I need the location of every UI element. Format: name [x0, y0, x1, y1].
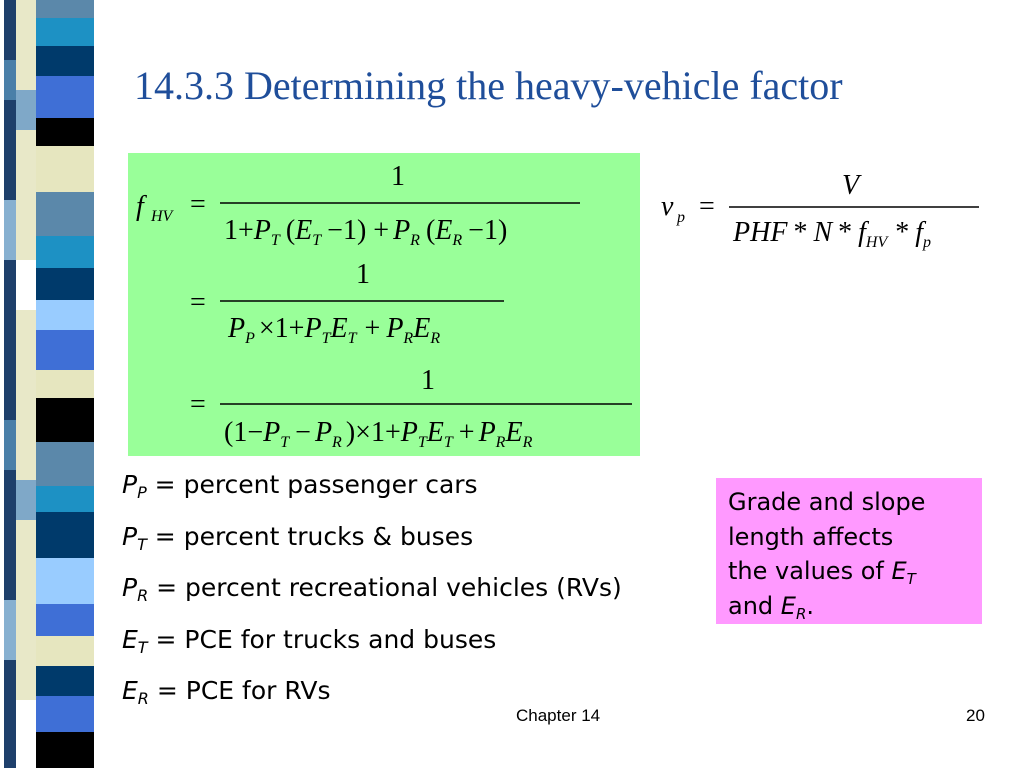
fhv-line1-denominator: $1+P_T$ $(E_T -1) + P_R$ $(E_R -1)$	[224, 215, 508, 249]
vp-lhs: v	[661, 191, 674, 222]
vp-denominator: PHF * N * $f_{HV} * f_p$	[733, 217, 932, 251]
fhv-line2-numerator: 1	[356, 259, 370, 290]
grade-note-box	[716, 478, 982, 624]
definition-item: $E_R$ = PCE for RVs	[122, 676, 331, 708]
fhv-eq-sign-2: =	[190, 287, 206, 318]
fhv-eq-sign-3: =	[190, 389, 206, 420]
note-line: Grade and slope	[728, 488, 926, 516]
definition-item: $P_R$ = percent recreational vehicles (RVs)	[122, 573, 622, 605]
fhv-line3-denominator: ($1-P_T - P_R$ )$\times 1+P_TE_T + P_RE_R$	[224, 417, 533, 451]
decorative-stripe-bar	[0, 0, 116, 768]
fhv-line3-numerator: 1	[421, 365, 435, 396]
definitions-list	[122, 466, 622, 724]
note-line: the values of $E_T$	[728, 557, 916, 588]
slide-title: 14.3.3 Determining the heavy-vehicle factor	[134, 63, 843, 108]
vp-lhs-sub: p	[677, 209, 685, 226]
fhv-line1-numerator: 1	[391, 161, 405, 192]
fhv-eq-sign-1: =	[190, 189, 206, 220]
definition-item: $E_T$ = PCE for trucks and buses	[122, 624, 497, 657]
service-flow-rate-equation	[655, 160, 995, 270]
vp-numerator: V	[842, 170, 860, 201]
fhv-lhs: f	[136, 191, 144, 222]
definition-item: $P_P$ = percent passenger cars	[122, 470, 478, 502]
definition-item: $P_T$ = percent trucks & buses	[122, 521, 474, 554]
note-line: and $E_R$.	[728, 591, 815, 623]
page-number: 20	[966, 706, 985, 725]
vp-eq-sign: =	[699, 191, 715, 222]
note-line: length affects	[728, 522, 894, 551]
fhv-lhs-sub: HV	[151, 208, 173, 225]
fhv-line2-denominator: $P_P \times 1+P_TE_T + P_RE_R$	[228, 313, 441, 347]
heavy-vehicle-factor-equation	[128, 153, 640, 456]
footer-chapter: Chapter 14	[516, 706, 601, 725]
